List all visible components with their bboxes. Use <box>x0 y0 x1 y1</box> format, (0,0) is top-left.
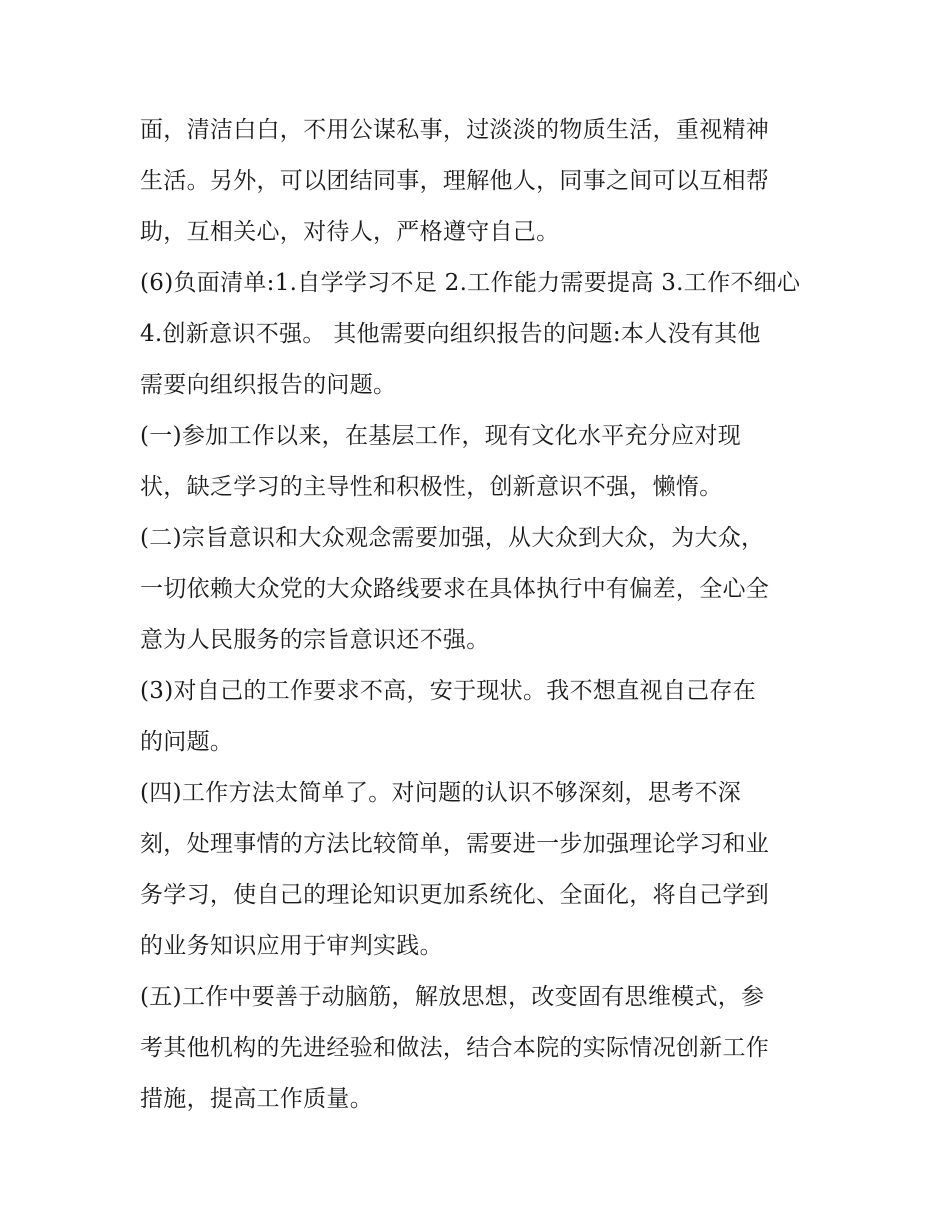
text-line: (3)对自己的工作要求不高，安于现状。我不想直视自己存在 <box>140 678 756 704</box>
text-line: 一切依赖大众党的大众路线要求在具体执行中有偏差，全心全 <box>140 576 770 602</box>
text-line: (四)工作方法太简单了。对问题的认识不够深刻，思考不深 <box>140 780 742 806</box>
text-line: 面，清洁白白，不用公谋私事，过淡淡的物质生活，重视精神 <box>140 117 770 143</box>
text-line: 需要向组织报告的问题。 <box>140 372 397 398</box>
paragraph-item-two <box>140 513 820 666</box>
text-line: 的业务知识应用于审判实践。 <box>140 933 443 959</box>
text-line: 务学习，使自己的理论知识更加系统化、全面化，将自己学到 <box>140 882 770 908</box>
text-line: 措施，提高工作质量。 <box>140 1086 373 1112</box>
document-page <box>140 105 820 1125</box>
text-line: 的问题。 <box>140 729 234 755</box>
text-line: 助，互相关心，对待人，严格遵守自己。 <box>140 219 560 245</box>
paragraph-item-three <box>140 666 820 768</box>
text-line: 状，缺乏学习的主导性和积极性，创新意识不强，懒惰。 <box>140 474 723 500</box>
paragraph-item-one <box>140 411 820 513</box>
text-line: (五)工作中要善于动脑筋，解放思想，改变固有思维模式，参 <box>140 984 765 1010</box>
paragraph-item-four <box>140 768 820 972</box>
paragraph-item-five <box>140 972 820 1125</box>
paragraph-integrity <box>140 105 820 258</box>
text-line: 考其他机构的先进经验和做法，结合本院的实际情况创新工作 <box>140 1035 770 1061</box>
text-line: 4.创新意识不强。 其他需要向组织报告的问题:本人没有其他 <box>140 321 761 347</box>
text-line: 意为人民服务的宗旨意识还不强。 <box>140 627 490 653</box>
text-line: (6)负面清单:1.自学学习不足 2.工作能力需要提高 3.工作不细心 <box>140 270 801 296</box>
text-line: 生活。另外，可以团结同事，理解他人，同事之间可以互相帮 <box>140 168 770 194</box>
text-line: (一)参加工作以来，在基层工作，现有文化水平充分应对现 <box>140 423 742 449</box>
paragraph-negative-list <box>140 258 820 411</box>
text-line: (二)宗旨意识和大众观念需要加强，从大众到大众，为大众， <box>140 525 765 551</box>
text-line: 刻，处理事情的方法比较简单，需要进一步加强理论学习和业 <box>140 831 770 857</box>
